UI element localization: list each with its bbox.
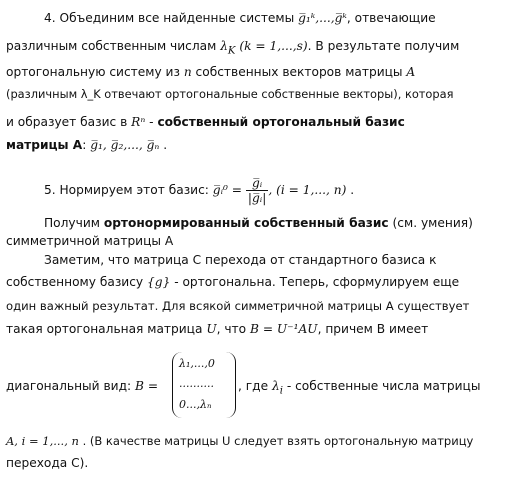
fraction-denominator: |g̅ᵢ| [247,191,267,205]
text: . (В качестве матрицы U следует взять ортогональную матрицу [82,434,474,448]
formula: B = U⁻¹AU [250,322,318,336]
text: . [350,183,355,197]
text: Заметим, что матрица C перехода от стандартного базиса к [44,253,437,267]
text: симметричной матрицы A [6,234,174,248]
formula: g̅₁ᵏ,...,g̅ᵏ [298,11,347,25]
line-1 [44,10,436,26]
text: , причем B имеет [317,322,429,336]
text: - [149,115,154,129]
line-5 [6,114,405,130]
formula: A, [6,434,18,448]
fraction-numerator: g̅ᵢ [246,176,268,191]
text: . В результате получим [307,39,460,53]
line-9 [6,233,173,249]
text: различным собственным числам [6,39,217,53]
line-3 [6,64,415,80]
text: (различным λ_K отвечают ортогональные собственные векторы), которая [6,87,454,101]
text: - ортогональна. Теперь, сформулируем еще [174,275,460,289]
line-15 [6,433,473,449]
matrix-row-1: λ₁,...,0 [179,357,215,370]
bold-text: матрицы A [6,138,83,152]
formula: {g} [147,275,171,289]
diagonal-matrix [172,352,236,418]
line-12 [6,298,469,314]
text: перехода C). [6,456,89,470]
formula: (k = 1,...,s) [239,39,308,53]
bold-text: ортонормированный собственный базис [103,216,389,230]
formula: g̅ᵢ⁰ = [212,183,243,197]
line-4 [6,86,453,102]
line-10 [44,252,437,268]
formula: B = [134,379,159,393]
line-8 [44,215,473,231]
formula: λ [220,39,228,53]
subscript: i [279,385,283,397]
text: ортогональную систему из [6,65,180,79]
formula: A [406,65,416,79]
text: собственных векторов матрицы [195,65,403,79]
text: 4. Объединим все найденные системы [44,11,295,25]
subscript: K [227,45,236,57]
text: (см. умения) [392,216,473,230]
text: - собственные числа матрицы [286,379,481,393]
line-14 [6,378,158,394]
text: собственному базису [6,275,144,289]
text: : [82,138,87,152]
text: , отвечающие [346,11,436,25]
matrix-row-3: 0...,λₙ [179,398,212,411]
text: один важный результат. Для всякой симметричной матрицы A существует [6,299,470,313]
text: . [163,138,168,152]
text: такая ортогональная матрица [6,322,203,336]
formula: λ [271,379,280,393]
formula: U [206,322,217,336]
line-13 [6,321,428,337]
line-16 [6,455,88,471]
text: Получим [44,216,100,230]
matrix-row-2: .......... [179,377,214,390]
formula: g̅₁, g̅₂,..., g̅ₙ [90,138,160,152]
text: диагональный вид: [6,379,132,393]
fraction [246,176,268,205]
formula: , (i = 1,..., n) [268,183,347,197]
formula: n [183,65,192,79]
text: , где [238,379,269,393]
line-2 [6,38,459,59]
formula: i = 1,..., n [21,434,79,448]
text: , что [216,322,247,336]
bold-text: собственный ортогональный базис [157,115,405,129]
text: и образует базис в [6,115,128,129]
formula: Rⁿ [131,115,146,129]
line-7 [44,170,354,210]
line-14b [238,378,480,399]
text: 5. Нормируем этот базис: [44,183,209,197]
line-11 [6,274,459,290]
line-6 [6,137,167,153]
